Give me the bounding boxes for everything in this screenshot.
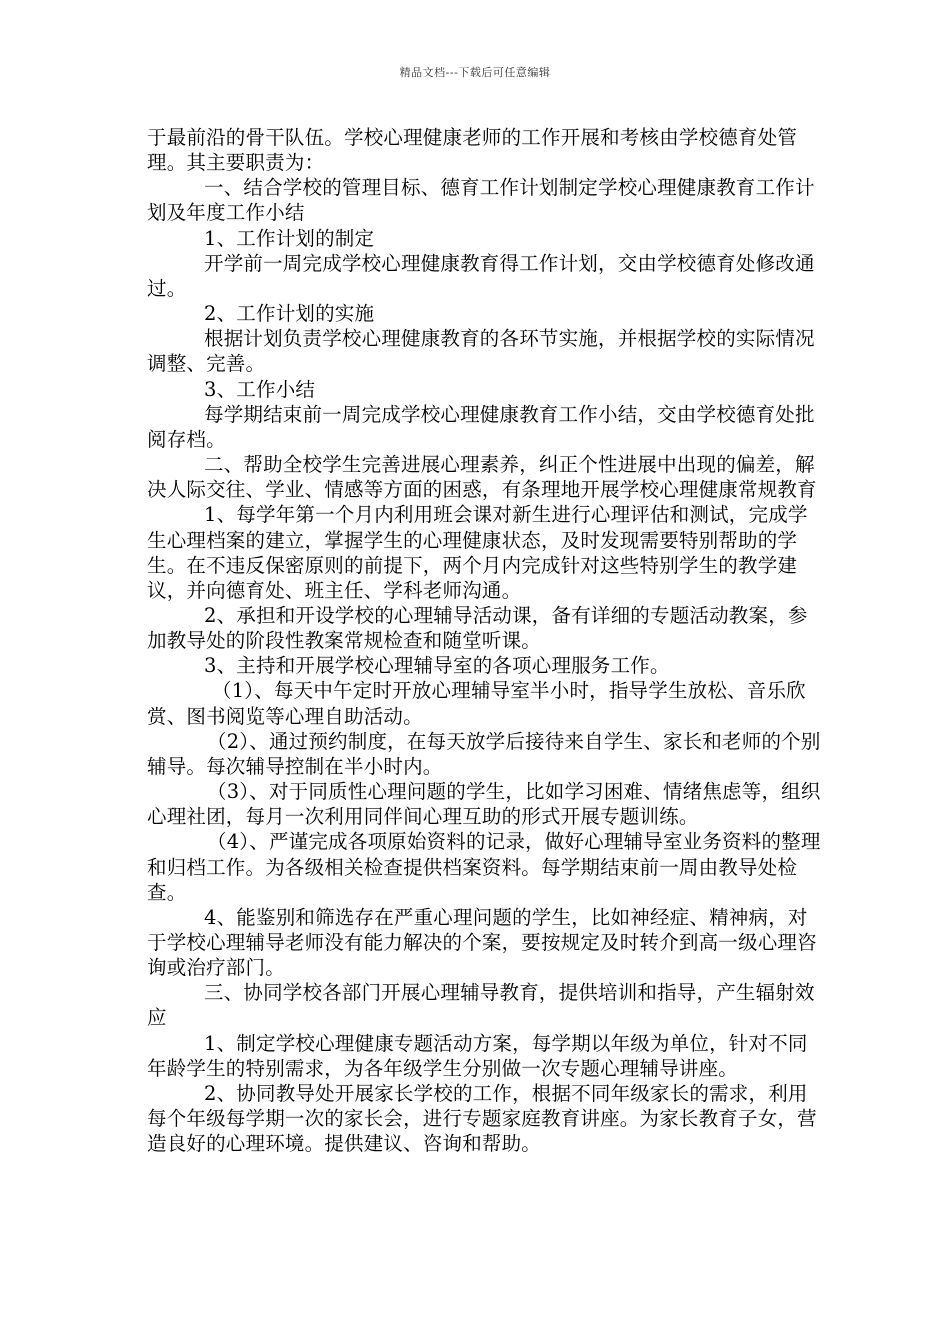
document-body	[147, 125, 823, 1156]
paragraph: （3）、对于同质性心理问题的学生，比如学习困难、情绪焦虑等，组织心理社团，每月一次利用同伴间心理互助的形式开展专题训练。	[147, 780, 821, 829]
section-heading: 三、协同学校各部门开展心理辅导教育，提供培训和指导，产生辐射效应	[147, 981, 815, 1030]
paragraph: 开学前一周完成学校心理健康教育得工作计划，交由学校德育处修改通过。	[147, 251, 815, 300]
paragraph: 2、协同教导处开展家长学校的工作，根据不同年级家长的需求，利用每个年级每学期一次的家长会，进行专题家庭教育讲座。为家长教育子女，营造良好的心理环境。提供建议、咨询和帮助。	[147, 1081, 817, 1156]
page-header: 精品文档---下载后可任意编辑	[399, 66, 551, 79]
paragraph: 每学期结束前一周完成学校心理健康教育工作小结，交由学校德育处批阅存档。	[147, 402, 815, 451]
paragraph: 1、制定学校心理健康专题活动方案，每学期以年级为单位，针对不同年龄学生的特别需求，为各年级学生分别做一次专题心理辅导讲座。	[147, 1031, 808, 1080]
paragraph: 3、主持和开展学校心理辅导室的各项心理服务工作。	[204, 654, 670, 678]
subheading: 1、工作计划的制定	[204, 226, 375, 250]
paragraph: （4）、严谨完成各项原始资料的记录，做好心理辅导室业务资料的整理和归档工作。为各级相关检查提供档案资料。每学期结束前一周由教导处检查。	[147, 830, 821, 904]
paragraph: 1、每学年第一个月内利用班会课对新生进行心理评估和测试，完成学生心理档案的建立，掌握学生的心理健康状态，及时发现需要特别帮助的学生。在不违反保密原则的前提下，两个月内完成针对这些特别学生的教学建议，并向德育处、班主任、学科老师沟通。	[147, 503, 808, 602]
paragraph: （2）、通过预约制度，在每天放学后接待来自学生、家长和老师的个别辅导。每次辅导控制在半小时内。	[147, 729, 821, 778]
subheading: 3、工作小结	[204, 377, 316, 401]
paragraph: 于最前沿的骨干队伍。学校心理健康老师的工作开展和考核由学校德育处管理。其主要职责为：	[147, 126, 798, 175]
section-heading: 二、帮助全校学生完善进展心理素养，纠正个性进展中出现的偏差，解决人际交往、学业、情感等方面的困惑，有条理地开展学校心理健康常规教育	[147, 453, 817, 502]
paragraph: 4、能鉴别和筛选存在严重心理问题的学生，比如神经症、精神病，对于学校心理辅导老师没有能力解决的个案，要按规定及时转介到高一级心理咨询或治疗部门。	[147, 905, 817, 980]
paragraph: 2、承担和开设学校的心理辅导活动课，备有详细的专题活动教案，参加教导处的阶段性教案常规检查和随堂听课。	[147, 603, 808, 653]
paragraph: （1）、每天中午定时开放心理辅导室半小时，指导学生放松、音乐欣赏、图书阅览等心理自助活动。	[147, 679, 806, 728]
subheading: 2、工作计划的实施	[204, 302, 375, 326]
section-heading: 一、结合学校的管理目标、德育工作计划制定学校心理健康教育工作计划及年度工作小结	[147, 176, 815, 225]
paragraph: 根据计划负责学校心理健康教育的各环节实施，并根据学校的实际情况调整、完善。	[147, 327, 815, 376]
